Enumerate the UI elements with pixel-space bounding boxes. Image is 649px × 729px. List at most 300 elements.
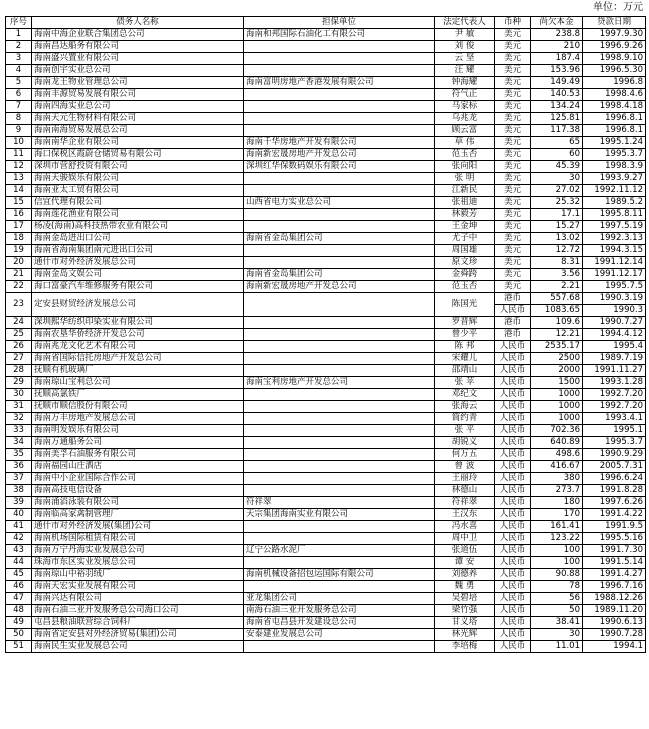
currency: 美元 — [495, 65, 531, 77]
guarantor-name — [244, 353, 435, 365]
guarantor-name — [244, 557, 435, 569]
table-row — [6, 461, 646, 473]
guarantor-name: 海南新宏晟房地产开发总公司 — [244, 281, 435, 293]
row-number: 3 — [6, 53, 32, 65]
table-row — [6, 545, 646, 557]
guarantor-name: 海南省屯昌县开发建设总公司 — [244, 617, 435, 629]
principal: 557.68 — [531, 293, 583, 305]
currency: 人民币 — [495, 377, 531, 389]
table-row — [6, 281, 646, 293]
legal-representative: 周国雄 — [435, 245, 495, 257]
row-number: 38 — [6, 485, 32, 497]
legal-representative: 吴碧培 — [435, 593, 495, 605]
guarantor-name — [244, 257, 435, 269]
row-number: 28 — [6, 365, 32, 377]
loan-date: 1993.1.28 — [583, 377, 646, 389]
principal: 2000 — [531, 365, 583, 377]
table-row — [6, 377, 646, 389]
table-row — [6, 425, 646, 437]
debtor-name: 海南石油三亚开发服务总公司海口公司 — [32, 605, 244, 617]
loan-date: 1989.11.20 — [583, 605, 646, 617]
guarantor-name: 海南千华房地产开发有限公司 — [244, 137, 435, 149]
legal-representative: 李培梅 — [435, 641, 495, 653]
table-row — [6, 533, 646, 545]
table-row — [6, 113, 646, 125]
row-number: 30 — [6, 389, 32, 401]
legal-representative: 尹 敏 — [435, 29, 495, 41]
guarantor-name: 亚龙集团公司 — [244, 593, 435, 605]
currency: 美元 — [495, 245, 531, 257]
currency: 美元 — [495, 221, 531, 233]
row-number: 14 — [6, 185, 32, 197]
principal: 210 — [531, 41, 583, 53]
loan-date: 1991.9.5 — [583, 521, 646, 533]
currency: 美元 — [495, 53, 531, 65]
row-number: 44 — [6, 557, 32, 569]
loan-date: 1996.6.24 — [583, 473, 646, 485]
legal-representative: 邓纪文 — [435, 389, 495, 401]
debtor-name: 海南天宏实业发展有限公司 — [32, 581, 244, 593]
principal: 25.32 — [531, 197, 583, 209]
debtor-name: 屯昌县粮油联营综合饲料厂 — [32, 617, 244, 629]
table-row — [6, 137, 646, 149]
debtor-name: 海南琼山宝利总公司 — [32, 377, 244, 389]
debtor-name: 海南美孚石油服务有限公司 — [32, 449, 244, 461]
row-number: 49 — [6, 617, 32, 629]
legal-representative: 冯水喜 — [435, 521, 495, 533]
debtor-name: 深圳市营舒投资有限公司 — [32, 161, 244, 173]
principal: 117.38 — [531, 125, 583, 137]
table-row — [6, 365, 646, 377]
legal-representative: 罗晋辉 — [435, 317, 495, 329]
currency: 人民币 — [495, 545, 531, 557]
row-number: 32 — [6, 413, 32, 425]
table-row — [6, 65, 646, 77]
table-row — [6, 557, 646, 569]
debt-table — [5, 16, 646, 653]
loan-date: 1994.4.12 — [583, 329, 646, 341]
currency: 人民币 — [495, 533, 531, 545]
row-number: 19 — [6, 245, 32, 257]
debtor-name: 通什市对外经济发展总公司 — [32, 257, 244, 269]
debtor-name: 海南盛兴置业有限公司 — [32, 53, 244, 65]
guarantor-name — [244, 293, 435, 317]
row-number: 10 — [6, 137, 32, 149]
loan-date: 1992.11.12 — [583, 185, 646, 197]
principal: 702.36 — [531, 425, 583, 437]
legal-representative: 林毅芳 — [435, 209, 495, 221]
principal: 187.4 — [531, 53, 583, 65]
table-row — [6, 29, 646, 41]
legal-representative: 乌兆龙 — [435, 113, 495, 125]
debtor-name: 海南省定安县对外经济贸易(集团)公司 — [32, 629, 244, 641]
debtor-name: 海南兆龙文化艺术有限公司 — [32, 341, 244, 353]
loan-date: 1997.6.26 — [583, 497, 646, 509]
loan-date: 1992.3.13 — [583, 233, 646, 245]
row-number: 6 — [6, 89, 32, 101]
principal: 8.31 — [531, 257, 583, 269]
legal-representative: 顾云富 — [435, 125, 495, 137]
legal-representative: 甘义塔 — [435, 617, 495, 629]
header-guarantor: 担保单位 — [244, 17, 435, 29]
loan-date: 1989.7.19 — [583, 353, 646, 365]
guarantor-name — [244, 461, 435, 473]
principal: 100 — [531, 557, 583, 569]
currency: 人民币 — [495, 509, 531, 521]
principal: 60 — [531, 149, 583, 161]
table-row — [6, 41, 646, 53]
principal: 12.72 — [531, 245, 583, 257]
row-number: 39 — [6, 497, 32, 509]
guarantor-name: 天宗集团海南实业有限公司 — [244, 509, 435, 521]
currency: 美元 — [495, 269, 531, 281]
loan-date: 1996.5.30 — [583, 65, 646, 77]
legal-representative: 林光辉 — [435, 629, 495, 641]
guarantor-name: 海南机械设备招包运国际有限公司 — [244, 569, 435, 581]
row-number: 45 — [6, 569, 32, 581]
loan-date: 1988.12.26 — [583, 593, 646, 605]
loan-date: 1995.3.7 — [583, 149, 646, 161]
debtor-name: 海南中海企业联合集团总公司 — [32, 29, 244, 41]
table-row — [6, 53, 646, 65]
loan-date: 1995.3.7 — [583, 437, 646, 449]
loan-date: 1996.8.1 — [583, 125, 646, 137]
table-row — [6, 77, 646, 89]
debtor-name: 海南南海贸易发展总公司 — [32, 125, 244, 137]
principal: 1000 — [531, 389, 583, 401]
header-rep: 法定代表人 — [435, 17, 495, 29]
loan-date: 1990.3 — [583, 305, 646, 317]
table-row — [6, 125, 646, 137]
debtor-name: 海南临高家禽制管理厂 — [32, 509, 244, 521]
currency: 人民币 — [495, 569, 531, 581]
table-row — [6, 605, 646, 617]
loan-date: 1997.5.19 — [583, 221, 646, 233]
row-number: 29 — [6, 377, 32, 389]
debtor-name: 定安县财贸经济发展总公司 — [32, 293, 244, 317]
table-row — [6, 641, 646, 653]
principal: 109.6 — [531, 317, 583, 329]
principal: 2.21 — [531, 281, 583, 293]
debtor-name: 深圳熙华纺织印染实业有限公司 — [32, 317, 244, 329]
principal: 2500 — [531, 353, 583, 365]
debtor-name: 海南龙王物业管理总公司 — [32, 77, 244, 89]
currency: 人民币 — [495, 305, 531, 317]
loan-date: 1991.12.17 — [583, 269, 646, 281]
legal-representative: 王金坤 — [435, 221, 495, 233]
currency: 美元 — [495, 77, 531, 89]
guarantor-name — [244, 425, 435, 437]
row-number: 47 — [6, 593, 32, 605]
legal-representative: 曾少平 — [435, 329, 495, 341]
row-number: 21 — [6, 269, 32, 281]
table-row — [6, 569, 646, 581]
debtor-name: 海南天元生物材料有限公司 — [32, 113, 244, 125]
loan-date: 1995.8.11 — [583, 209, 646, 221]
row-number: 40 — [6, 509, 32, 521]
table-row — [6, 617, 646, 629]
guarantor-name — [244, 641, 435, 653]
header-debtor: 债务人名称 — [32, 17, 244, 29]
guarantor-name — [244, 581, 435, 593]
guarantor-name — [244, 389, 435, 401]
row-number: 5 — [6, 77, 32, 89]
loan-date: 1995.7.5 — [583, 281, 646, 293]
legal-representative: 刘 俊 — [435, 41, 495, 53]
legal-representative: 谭 安 — [435, 557, 495, 569]
loan-date: 1995.1 — [583, 425, 646, 437]
principal: 13.02 — [531, 233, 583, 245]
row-number: 13 — [6, 173, 32, 185]
principal: 125.81 — [531, 113, 583, 125]
debtor-name: 海南金岛进出口公司 — [32, 233, 244, 245]
table-row — [6, 185, 646, 197]
principal: 640.89 — [531, 437, 583, 449]
legal-representative: 梁竹强 — [435, 605, 495, 617]
row-number: 20 — [6, 257, 32, 269]
row-number: 18 — [6, 233, 32, 245]
table-row — [6, 437, 646, 449]
loan-date: 1998.3.9 — [583, 161, 646, 173]
table-row — [6, 341, 646, 353]
principal: 498.6 — [531, 449, 583, 461]
loan-date: 1992.7.20 — [583, 401, 646, 413]
table-row — [6, 269, 646, 281]
currency: 人民币 — [495, 341, 531, 353]
table-row — [6, 509, 646, 521]
row-number: 15 — [6, 197, 32, 209]
currency: 人民币 — [495, 389, 531, 401]
principal: 38.41 — [531, 617, 583, 629]
debtor-name: 抚顺高氯铁厂 — [32, 389, 244, 401]
currency: 人民币 — [495, 617, 531, 629]
row-number: 4 — [6, 65, 32, 77]
principal: 180 — [531, 497, 583, 509]
guarantor-name — [244, 65, 435, 77]
table-row — [6, 521, 646, 533]
legal-representative: 简约青 — [435, 413, 495, 425]
guarantor-name — [244, 125, 435, 137]
loan-date: 1993.9.27 — [583, 173, 646, 185]
table-row — [6, 221, 646, 233]
legal-representative: 周中卫 — [435, 533, 495, 545]
principal: 238.8 — [531, 29, 583, 41]
principal: 30 — [531, 173, 583, 185]
guarantor-name: 安泰建业发展总公司 — [244, 629, 435, 641]
legal-representative: 金舜跨 — [435, 269, 495, 281]
guarantor-name — [244, 53, 435, 65]
currency: 美元 — [495, 197, 531, 209]
debtor-name: 海南中小企业国际合作公司 — [32, 473, 244, 485]
currency: 人民币 — [495, 401, 531, 413]
legal-representative: 汪 耀 — [435, 65, 495, 77]
principal: 65 — [531, 137, 583, 149]
principal: 140.53 — [531, 89, 583, 101]
currency: 港币 — [495, 329, 531, 341]
guarantor-name — [244, 485, 435, 497]
debtor-name: 海南省海南集团南元进出口公司 — [32, 245, 244, 257]
currency: 人民币 — [495, 485, 531, 497]
debtor-name: 海南农垦华侨经济开发总公司 — [32, 329, 244, 341]
header-no: 序号 — [6, 17, 32, 29]
guarantor-name — [244, 521, 435, 533]
table-row — [6, 173, 646, 185]
loan-date: 1991.4.22 — [583, 509, 646, 521]
table-row — [6, 89, 646, 101]
guarantor-name — [244, 185, 435, 197]
legal-representative: 宋耀儿 — [435, 353, 495, 365]
guarantor-name — [244, 41, 435, 53]
debtor-name: 海南四海实业总公司 — [32, 101, 244, 113]
legal-representative: 王丽玲 — [435, 473, 495, 485]
debtor-name: 海南明发娱乐有限公司 — [32, 425, 244, 437]
legal-representative: 原文珍 — [435, 257, 495, 269]
principal: 123.22 — [531, 533, 583, 545]
debtor-name: 海南兴达有限公司 — [32, 593, 244, 605]
principal: 149.49 — [531, 77, 583, 89]
principal: 90.88 — [531, 569, 583, 581]
guarantor-name — [244, 245, 435, 257]
principal: 56 — [531, 593, 583, 605]
debtor-name: 海南万通船务公司 — [32, 437, 244, 449]
loan-date: 1998.9.10 — [583, 53, 646, 65]
row-number: 26 — [6, 341, 32, 353]
row-number: 37 — [6, 473, 32, 485]
guarantor-name — [244, 89, 435, 101]
legal-representative: 张道伍 — [435, 545, 495, 557]
legal-representative: 江新民 — [435, 185, 495, 197]
guarantor-name — [244, 449, 435, 461]
table-row — [6, 401, 646, 413]
currency: 人民币 — [495, 497, 531, 509]
debtor-name: 通什市对外经济发展(集团)公司 — [32, 521, 244, 533]
loan-date: 1994.1 — [583, 641, 646, 653]
debtor-name: 海南福园山庄酒店 — [32, 461, 244, 473]
row-number: 36 — [6, 461, 32, 473]
currency: 人民币 — [495, 449, 531, 461]
table-row — [6, 245, 646, 257]
row-number: 34 — [6, 437, 32, 449]
row-number: 35 — [6, 449, 32, 461]
guarantor-name — [244, 341, 435, 353]
table-row — [6, 257, 646, 269]
legal-representative: 王汉东 — [435, 509, 495, 521]
row-number: 50 — [6, 629, 32, 641]
guarantor-name — [244, 173, 435, 185]
table-row — [6, 449, 646, 461]
table-row — [6, 497, 646, 509]
legal-representative: 张海云 — [435, 401, 495, 413]
debtor-name: 海南丰源贸易发展有限公司 — [32, 89, 244, 101]
legal-representative: 符气正 — [435, 89, 495, 101]
principal: 161.41 — [531, 521, 583, 533]
table-row — [6, 149, 646, 161]
table-row — [6, 485, 646, 497]
loan-date: 1989.5.2 — [583, 197, 646, 209]
currency: 人民币 — [495, 461, 531, 473]
currency: 人民币 — [495, 437, 531, 449]
currency: 人民币 — [495, 521, 531, 533]
guarantor-name — [244, 473, 435, 485]
header-row — [6, 17, 646, 29]
principal: 170 — [531, 509, 583, 521]
loan-date: 1996.8 — [583, 77, 646, 89]
loan-date: 1991.8.28 — [583, 485, 646, 497]
loan-date: 1997.9.30 — [583, 29, 646, 41]
header-principal: 尚欠本金 — [531, 17, 583, 29]
currency: 美元 — [495, 281, 531, 293]
legal-representative: 林德山 — [435, 485, 495, 497]
legal-representative: 何万五 — [435, 449, 495, 461]
currency: 美元 — [495, 173, 531, 185]
guarantor-name — [244, 113, 435, 125]
currency: 人民币 — [495, 353, 531, 365]
principal: 2535.17 — [531, 341, 583, 353]
loan-date: 1998.4.18 — [583, 101, 646, 113]
table-row — [6, 593, 646, 605]
principal: 30 — [531, 629, 583, 641]
debtor-name: 海南金岛文娱公司 — [32, 269, 244, 281]
row-number: 2 — [6, 41, 32, 53]
guarantor-name: 海南和邦国际石油化工有限公司 — [244, 29, 435, 41]
guarantor-name: 海南省金岛集团公司 — [244, 233, 435, 245]
debtor-name: 海南亚太工贸有限公司 — [32, 185, 244, 197]
table-row — [6, 161, 646, 173]
debtor-name: 海南南华企业有限公司 — [32, 137, 244, 149]
currency: 美元 — [495, 29, 531, 41]
legal-representative: 张祖迪 — [435, 197, 495, 209]
loan-date: 1991.11.27 — [583, 365, 646, 377]
debtor-name: 海南万宁丹海实业发展总公司 — [32, 545, 244, 557]
currency: 人民币 — [495, 413, 531, 425]
debtor-name: 珠海市东区实业发展总公司 — [32, 557, 244, 569]
table-row — [6, 413, 646, 425]
table-row — [6, 581, 646, 593]
loan-date: 1993.4.1 — [583, 413, 646, 425]
principal: 11.01 — [531, 641, 583, 653]
currency: 人民币 — [495, 425, 531, 437]
row-number: 12 — [6, 161, 32, 173]
currency: 人民币 — [495, 593, 531, 605]
row-number: 16 — [6, 209, 32, 221]
loan-date: 1995.4 — [583, 341, 646, 353]
guarantor-name — [244, 329, 435, 341]
debtor-name: 海南莲花渔业有限公司 — [32, 209, 244, 221]
table-row — [6, 629, 646, 641]
principal: 1000 — [531, 401, 583, 413]
debtor-name: 杨凌(海南)高科技热带农业有限公司 — [32, 221, 244, 233]
table-row — [6, 389, 646, 401]
guarantor-name: 海南省金岛集团公司 — [244, 269, 435, 281]
debtor-name: 海南万丰房地产发展总公司 — [32, 413, 244, 425]
row-number: 1 — [6, 29, 32, 41]
principal: 17.1 — [531, 209, 583, 221]
currency: 人民币 — [495, 641, 531, 653]
legal-representative: 马家标 — [435, 101, 495, 113]
currency: 港币 — [495, 317, 531, 329]
legal-representative: 胡锐义 — [435, 437, 495, 449]
principal: 380 — [531, 473, 583, 485]
currency: 美元 — [495, 101, 531, 113]
currency: 美元 — [495, 149, 531, 161]
legal-representative: 刘德养 — [435, 569, 495, 581]
header-currency: 币种 — [495, 17, 531, 29]
guarantor-name — [244, 209, 435, 221]
row-number: 43 — [6, 545, 32, 557]
currency: 美元 — [495, 233, 531, 245]
legal-representative: 陈 邦 — [435, 341, 495, 353]
principal: 45.39 — [531, 161, 583, 173]
